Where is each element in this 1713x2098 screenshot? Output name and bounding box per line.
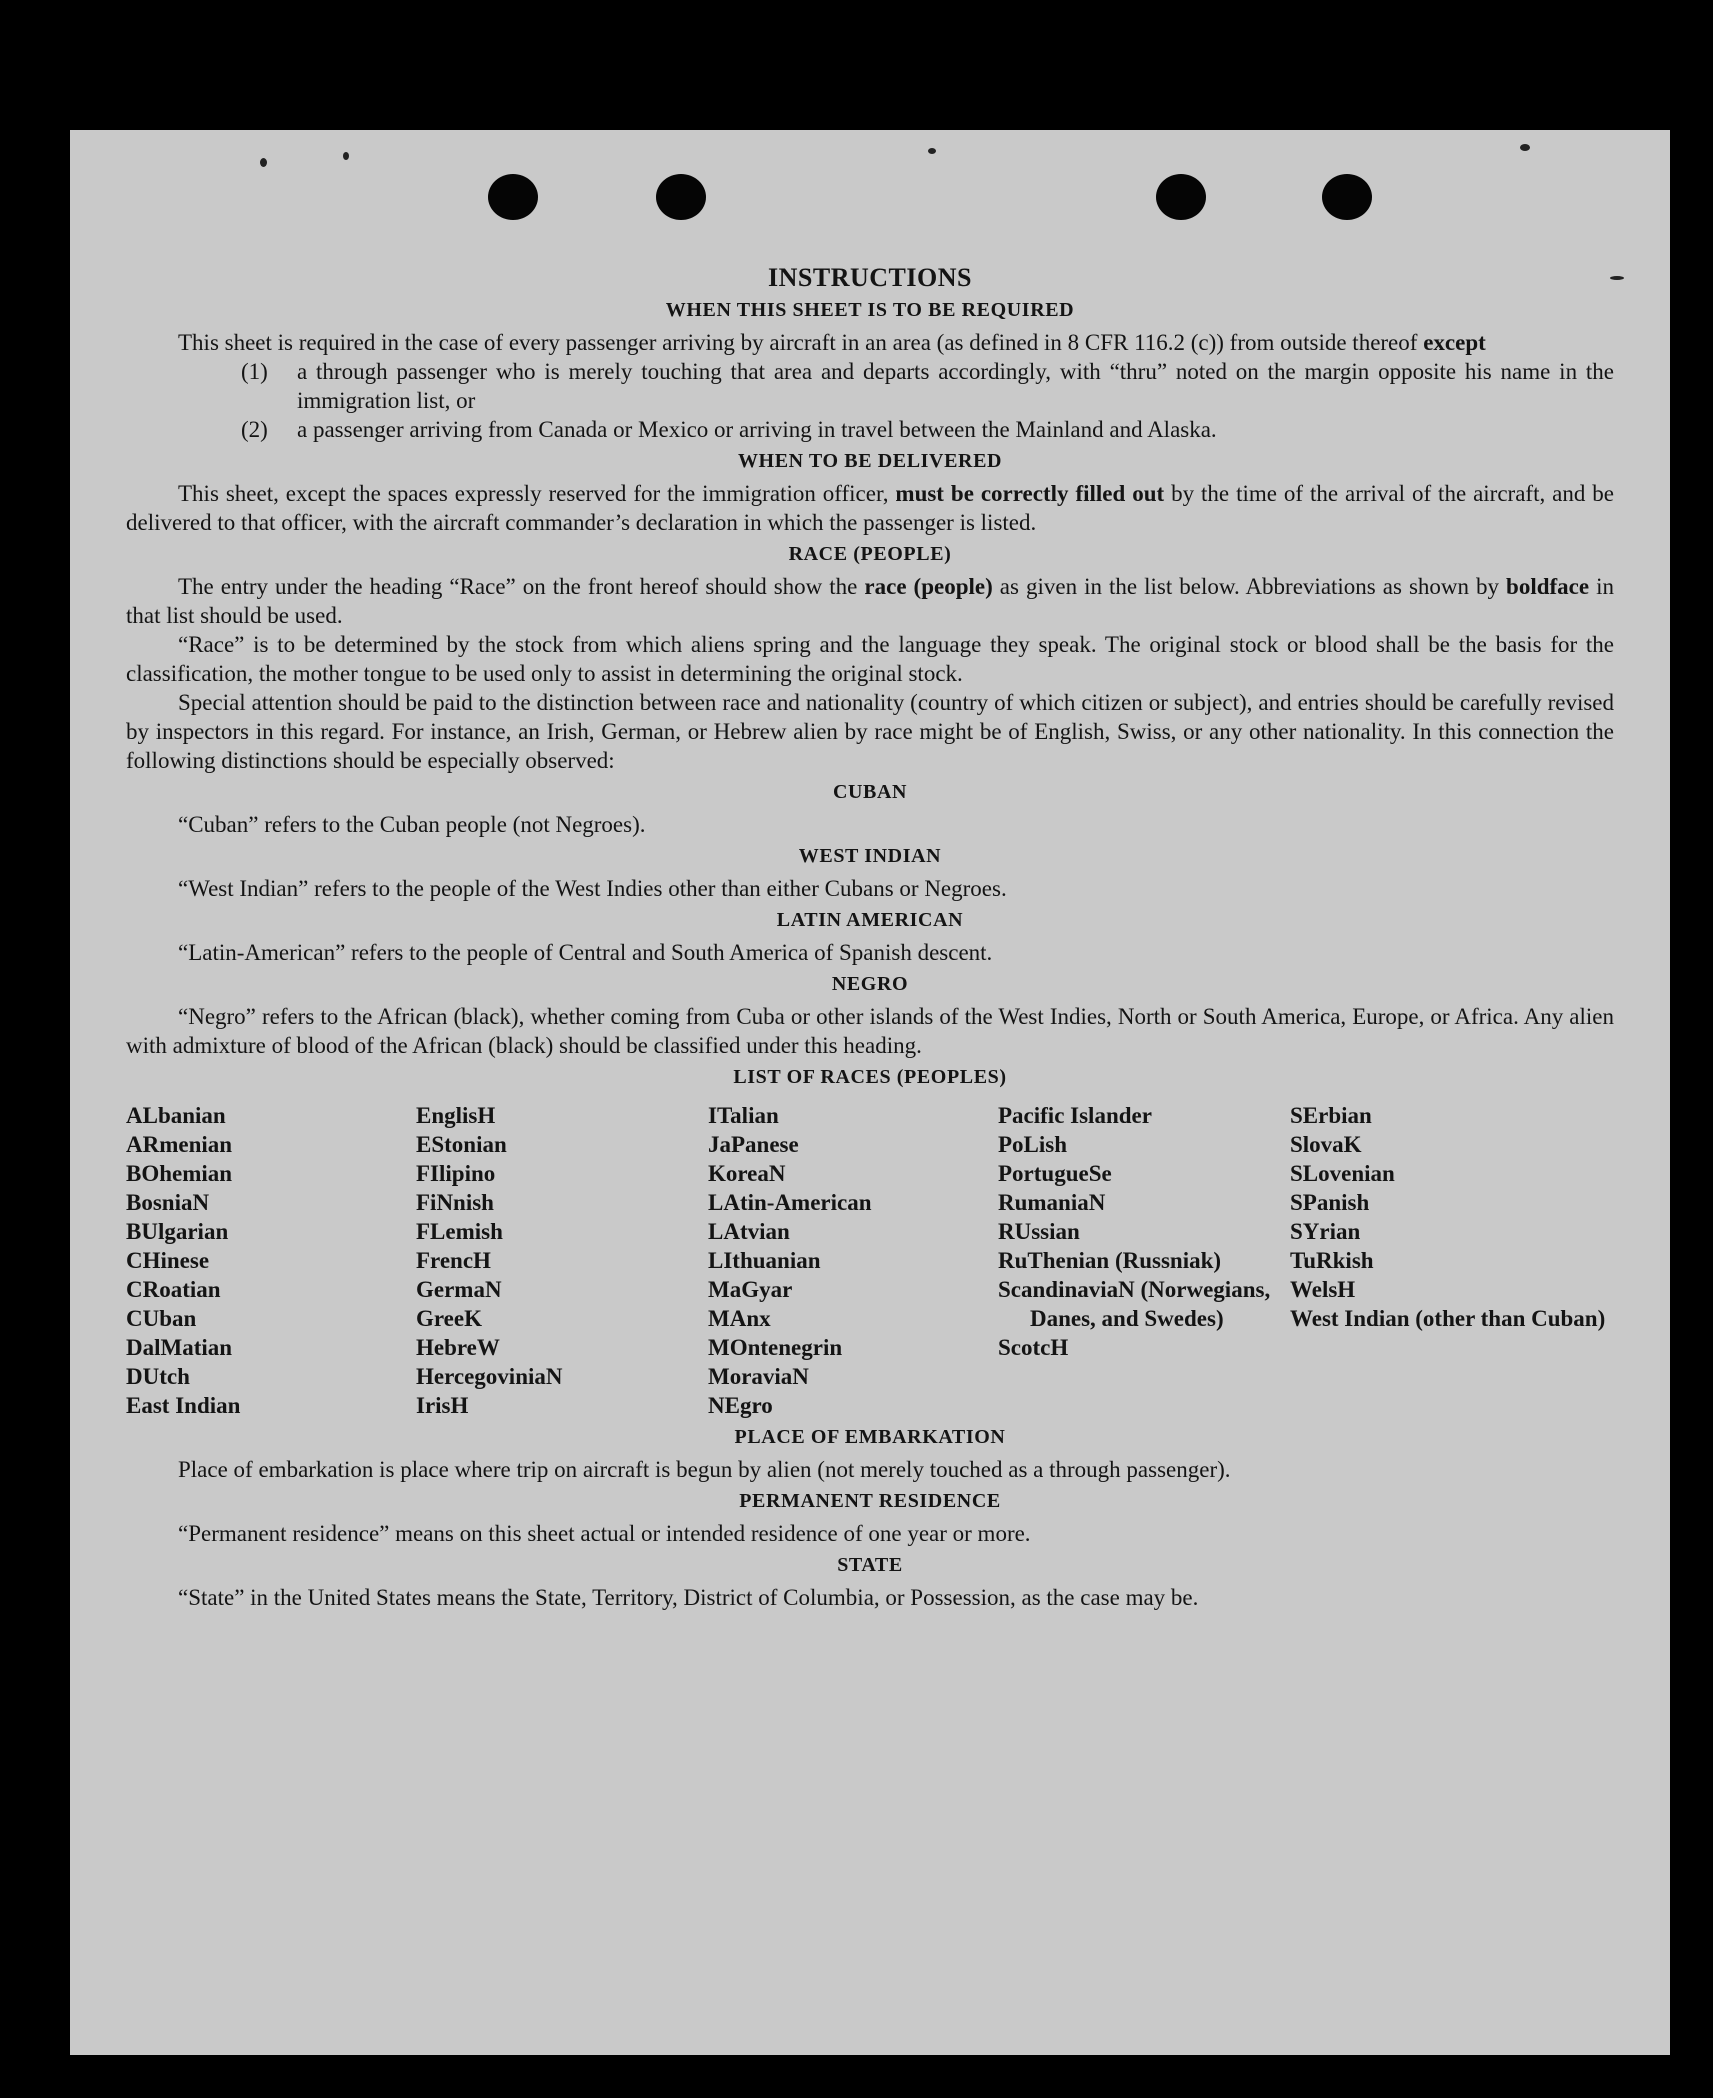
state-text: “State” in the United States means the State, Territory, District of Columbia, or Possession, as the case may be.	[178, 1585, 1199, 1610]
list-item: West Indian (other than Cuban)	[1290, 1306, 1606, 1331]
race-column-4	[998, 1101, 1290, 1420]
list-item: HercegoviniaN	[416, 1364, 563, 1389]
punch-hole	[656, 174, 706, 220]
list-item: SYrian	[1290, 1219, 1361, 1244]
list-item: ALbanian	[126, 1103, 226, 1128]
list-item: BUlgarian	[126, 1219, 229, 1244]
speck-mark	[260, 158, 267, 167]
list-item: EnglisH	[416, 1103, 496, 1128]
list-item: East Indian	[126, 1393, 241, 1418]
punch-hole	[1322, 174, 1372, 220]
item-number: (2)	[241, 417, 268, 442]
list-item: MOntenegrin	[708, 1335, 843, 1360]
race-p1-boldface: boldface	[1506, 574, 1590, 599]
list-item: MAnx	[708, 1306, 771, 1331]
race-column-2	[416, 1101, 708, 1420]
west-indian-text: “West Indian” refers to the people of the West Indies other than either Cubans or Negroes.	[178, 876, 1007, 901]
list-item: JaPanese	[708, 1132, 799, 1157]
delivered-text-c: by the time of the arrival of the aircraft, and be delivered to that officer, with the aircraft commander’s declaration in which the passenger is listed.	[126, 481, 1615, 535]
list-item: EStonian	[416, 1132, 507, 1157]
list-item: DUtch	[126, 1364, 190, 1389]
race-p1-c: as given in the list below. Abbreviations as shown by	[992, 574, 1507, 599]
punch-hole	[1156, 174, 1206, 220]
section-heading-required: WHEN THIS SHEET IS TO BE REQUIRED	[665, 299, 1075, 321]
section-heading-race: RACE (PEOPLE)	[788, 543, 952, 565]
list-item: FiNnish	[416, 1190, 494, 1215]
list-item: NEgro	[708, 1393, 773, 1418]
section-heading-cuban: CUBAN	[832, 781, 908, 803]
list-item: Pacific Islander	[998, 1103, 1152, 1128]
item-number: (1)	[241, 359, 268, 384]
document-sheet	[70, 130, 1670, 2055]
list-item: BOhemian	[126, 1161, 233, 1186]
race-paragraph-2: “Race” is to be determined by the stock from which aliens spring and the language they speak. The original stock or blood shall be the basis for the classification, the mother tongue to be used only to assist in determining the original stock.	[126, 632, 1614, 686]
required-item-2	[241, 415, 1614, 444]
required-item-1	[241, 357, 1614, 415]
list-item: IrisH	[416, 1393, 469, 1418]
list-item: CRoatian	[126, 1277, 221, 1302]
list-item: ITalian	[708, 1103, 779, 1128]
required-intro-except: except	[1423, 330, 1486, 355]
page-title: INSTRUCTIONS	[768, 263, 972, 292]
punch-hole	[488, 174, 538, 220]
speck-mark	[1520, 144, 1530, 151]
list-item: CUban	[126, 1306, 197, 1331]
list-item: WelsH	[1290, 1277, 1356, 1302]
delivered-text	[126, 479, 1614, 537]
list-item: RuThenian (Russniak)	[998, 1248, 1222, 1273]
race-column-5	[1290, 1101, 1614, 1420]
delivered-text-bold: must be correctly filled out	[895, 481, 1165, 506]
speck-mark	[343, 152, 349, 160]
list-item: MaGyar	[708, 1277, 793, 1302]
list-item: TuRkish	[1290, 1248, 1374, 1273]
race-paragraph-1	[126, 572, 1614, 630]
embarkation-text: Place of embarkation is place where trip on aircraft is begun by alien (not merely touched as a through passenger).	[178, 1457, 1231, 1482]
list-item: LAtin-American	[708, 1190, 872, 1215]
list-item: CHinese	[126, 1248, 210, 1273]
required-intro	[126, 328, 1614, 357]
race-p1-a: The entry under the heading “Race” on the front hereof should show the	[178, 574, 865, 599]
list-item: GreeK	[416, 1306, 482, 1331]
delivered-text-a: This sheet, except the spaces expressly reserved for the immigration officer,	[178, 481, 896, 506]
list-item: LIthuanian	[708, 1248, 821, 1273]
race-p1-bold: race (people)	[864, 574, 993, 599]
item-text: a passenger arriving from Canada or Mexico or arriving in travel between the Mainland and Alaska.	[297, 417, 1217, 442]
race-list	[126, 1101, 1614, 1420]
speck-mark	[928, 148, 936, 154]
section-heading-embarkation: PLACE OF EMBARKATION	[734, 1426, 1006, 1448]
list-item: RumaniaN	[998, 1190, 1106, 1215]
section-heading-residence: PERMANENT RESIDENCE	[739, 1490, 1001, 1512]
list-item: KoreaN	[708, 1161, 786, 1186]
section-heading-state: STATE	[837, 1554, 903, 1576]
cuban-text: “Cuban” refers to the Cuban people (not Negroes).	[178, 812, 646, 837]
list-item: FIlipino	[416, 1161, 496, 1186]
list-item: SPanish	[1290, 1190, 1370, 1215]
list-item: BosniaN	[126, 1190, 210, 1215]
list-item: SLovenian	[1290, 1161, 1395, 1186]
list-item: HebreW	[416, 1335, 500, 1360]
section-heading-list: LIST OF RACES (PEOPLES)	[733, 1066, 1007, 1088]
residence-text: “Permanent residence” means on this sheet actual or intended residence of one year or more.	[178, 1521, 1031, 1546]
race-column-1	[126, 1101, 416, 1420]
race-paragraph-3: Special attention should be paid to the distinction between race and nationality (country of which citizen or subject), and entries should be carefully revised by inspectors in this regard. For instance, an Irish, German, or Hebrew alien by race might be of English, Swiss, or any other nationality. In this connection the following distinctions should be especially observed:	[126, 690, 1614, 773]
list-item: ScotcH	[998, 1335, 1069, 1360]
list-item: GermaN	[416, 1277, 502, 1302]
list-item: ARmenian	[126, 1132, 233, 1157]
item-text: a through passenger who is merely touching that area and departs accordingly, with “thru” noted on the margin opposite his name in the immigration list, or	[297, 359, 1614, 413]
list-item: FrencH	[416, 1248, 491, 1273]
required-intro-text: This sheet is required in the case of every passenger arriving by aircraft in an area (as defined in 8 CFR 116.2 (c)) from outside thereof	[178, 330, 1424, 355]
race-p1-e: in that list should be used.	[126, 574, 1615, 628]
latin-american-text: “Latin-American” refers to the people of Central and South America of Spanish descent.	[178, 940, 993, 965]
section-heading-delivered: WHEN TO BE DELIVERED	[737, 450, 1003, 472]
list-item: DalMatian	[126, 1335, 233, 1360]
list-item: PortugueSe	[998, 1161, 1112, 1186]
list-item: SlovaK	[1290, 1132, 1362, 1157]
list-item: SErbian	[1290, 1103, 1372, 1128]
list-item: PoLish	[998, 1132, 1068, 1157]
section-heading-negro: NEGRO	[831, 973, 909, 995]
list-item: FLemish	[416, 1219, 503, 1244]
negro-text: “Negro” refers to the African (black), whether coming from Cuba or other islands of the West Indies, North or South America, Europe, or Africa. Any alien with admixture of blood of the African (black) should be classified under this heading.	[126, 1004, 1614, 1058]
list-item: RUssian	[998, 1219, 1080, 1244]
section-heading-latin-american: LATIN AMERICAN	[776, 909, 964, 931]
list-item: ScandinaviaN (Norwegians, Danes, and Swedes)	[998, 1277, 1271, 1331]
list-item: LAtvian	[708, 1219, 790, 1244]
instructions-body	[126, 263, 1614, 1612]
section-heading-west-indian: WEST INDIAN	[798, 845, 942, 867]
race-column-3	[708, 1101, 998, 1420]
list-item: MoraviaN	[708, 1364, 809, 1389]
